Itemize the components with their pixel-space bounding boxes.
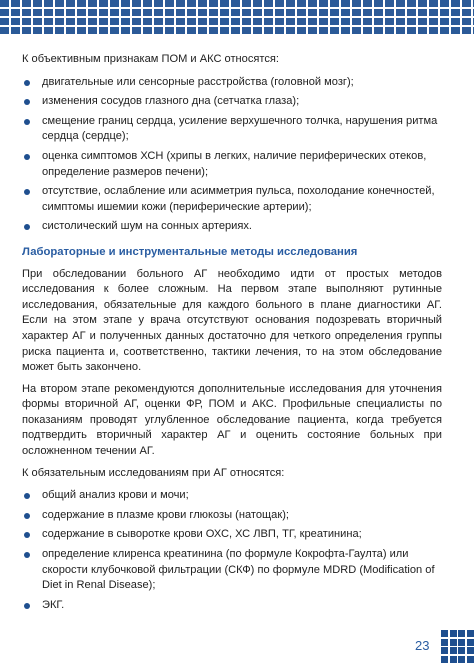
bullet-icon	[24, 189, 30, 195]
list-item	[22, 219, 442, 235]
bullet-icon	[24, 513, 30, 519]
list-item-text: содержание в плазме крови глюкозы (натощак);	[42, 508, 289, 521]
list-item	[22, 527, 442, 543]
bullet-icon	[24, 532, 30, 538]
bullet-icon	[24, 224, 30, 230]
list-item-text: двигательные или сенсорные расстройства (головной мозг);	[42, 75, 354, 88]
bullet-icon	[24, 603, 30, 609]
bullet-icon	[24, 552, 30, 558]
page-number: 23	[415, 638, 430, 653]
bullet-icon	[24, 119, 30, 125]
intro-mandatory-tests: К обязательным исследованиям при АГ относятся:	[22, 466, 285, 479]
list-item-text: изменения сосудов глазного дна (сетчатка глаза);	[42, 95, 300, 108]
bullet-icon	[24, 80, 30, 86]
header-pattern-grid	[0, 0, 474, 36]
list-item-text: определение клиренса креатинина (по формуле Кокрофта-Гаулта) или скорости клубочковой фильтрации (СКФ) по формуле MDRD (Modification of Diet in Renal Disease);	[42, 548, 435, 592]
list-item-text: систолический шум на сонных артериях.	[42, 220, 253, 233]
paragraph-second-stage: На втором этапе рекомендуются дополнительные исследования для уточнения формы вторичной АГ, оценки ФР, ПОМ и АКС. Профильные специалисты по показаниям проводят углубленное обследование пациента, когда требуется подтвердить вторичный характер АГ и оценить состояние больных при осложненном течении АГ.	[22, 382, 442, 458]
list-item-text: смещение границ сердца, усиление верхушечного толчка, нарушения ритма сердца (сердце);	[42, 114, 438, 143]
list-item-text: содержание в сыворотке крови ОХС, ХС ЛВП, ТГ, креатинина;	[42, 528, 362, 541]
bullet-icon	[24, 99, 30, 105]
list-item	[22, 547, 442, 594]
section-heading: Лабораторные и инструментальные методы исследования	[22, 245, 358, 258]
intro-objective-signs: К объективным признакам ПОМ и АКС относятся:	[22, 53, 279, 65]
mandatory-tests-list	[22, 488, 442, 613]
list-item	[22, 149, 442, 180]
list-item	[22, 114, 442, 145]
bullet-icon	[24, 493, 30, 499]
list-item-text: оценка симптомов ХСН (хрипы в легких, наличие периферических отеков, определение размеров печени);	[42, 149, 427, 178]
list-item	[22, 94, 442, 110]
bullet-icon	[24, 154, 30, 160]
list-item	[22, 75, 442, 91]
paragraph-first-stage: При обследовании больного АГ необходимо идти от простых методов исследования к более сложным. На первом этапе выполняют рутинные исследования, обязательные для каждого больного в плане диагностики АГ. Если на этом этапе у врача отсутствуют основания подозревать вторичный характер АГ и полученных данных достаточно для четкого определения группы риска пациента и, соответственно, тактики лечения, то на этом обследование может быть закончено.	[22, 267, 442, 374]
corner-pattern	[441, 630, 474, 672]
list-item-text: общий анализ крови и мочи;	[42, 489, 189, 502]
list-item-text: отсутствие, ослабление или асимметрия пульса, похолодание конечностей, симптомы ишемии кожи (периферические артерии);	[42, 185, 435, 213]
objective-signs-list	[22, 75, 442, 235]
list-item	[22, 508, 442, 524]
list-item	[22, 184, 442, 215]
list-item	[22, 488, 442, 504]
list-item-text: ЭКГ.	[42, 598, 65, 611]
list-item	[22, 598, 442, 614]
page-content	[22, 52, 442, 619]
